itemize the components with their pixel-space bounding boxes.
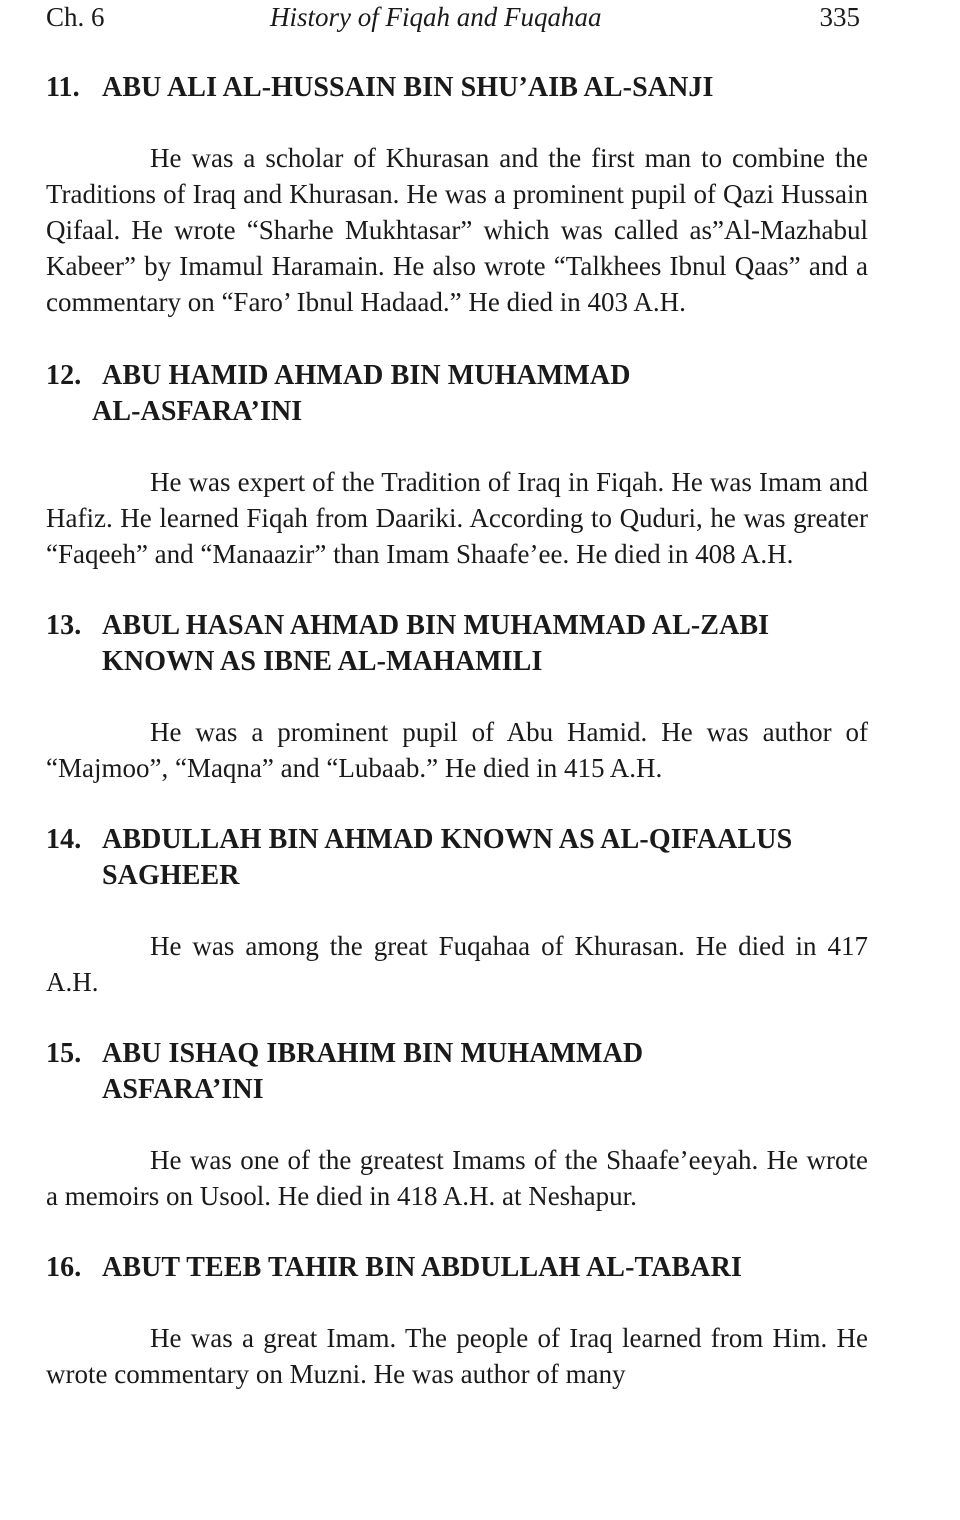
section-heading bbox=[46, 70, 868, 106]
heading-line: ASFARA’INI bbox=[102, 1074, 264, 1105]
section-number: 11. bbox=[46, 72, 80, 103]
section-number: 12. bbox=[46, 360, 82, 391]
running-head bbox=[46, 0, 868, 34]
heading-line: ABUL HASAN AHMAD BIN MUHAMMAD AL-ZABI bbox=[102, 610, 770, 641]
biography-section bbox=[46, 822, 868, 1000]
biography-section bbox=[46, 608, 868, 786]
section-heading bbox=[46, 608, 868, 680]
heading-line: KNOWN AS IBNE AL-MAHAMILI bbox=[102, 646, 543, 677]
biography-section bbox=[46, 358, 868, 572]
heading-line: ABU ISHAQ IBRAHIM BIN MUHAMMAD bbox=[102, 1038, 644, 1069]
biography-section bbox=[46, 1250, 868, 1392]
section-paragraph: He was a prominent pupil of Abu Hamid. He was author of “Majmoo”, “Maqna” and “Lubaab.” He died in 415 A.H. bbox=[46, 717, 868, 783]
section-number: 13. bbox=[46, 610, 82, 641]
section-number: 16. bbox=[46, 1252, 82, 1283]
section-paragraph: He was one of the greatest Imams of the Shaafe’eeyah. He wrote a memoirs on Usool. He died in 418 A.H. at Neshapur. bbox=[46, 1145, 868, 1211]
heading-line: ABU ALI AL-HUSSAIN BIN SHU’AIB AL-SANJI bbox=[102, 72, 714, 103]
chapter-label: Ch. 6 bbox=[46, 2, 105, 32]
section-paragraph: He was a scholar of Khurasan and the first man to combine the Traditions of Iraq and Khurasan. He was a prominent pupil of Qazi Hussain Qifaal. He wrote “Sharhe Mukhtasar” which was called as”Al-Mazhabul Kabeer” by Imamul Haramain. He also wrote “Talkhees Ibnul Qaas” and a commentary on “Faro’ Ibnul Hadaad.” He died in 403 A.H. bbox=[46, 143, 868, 317]
section-heading bbox=[46, 1036, 868, 1108]
book-page bbox=[46, 0, 868, 1392]
section-paragraph: He was expert of the Tradition of Iraq in Fiqah. He was Imam and Hafiz. He learned Fiqah from Daariki. According to Quduri, he was greater “Faqeeh” and “Manaazir” than Imam Shaafe’ee. He died in 408 A.H. bbox=[46, 467, 868, 569]
section-paragraph: He was among the great Fuqahaa of Khurasan. He died in 417 A.H. bbox=[46, 931, 868, 997]
section-heading bbox=[46, 358, 868, 430]
biography-section bbox=[46, 70, 868, 320]
heading-line: ABU HAMID AHMAD BIN MUHAMMAD bbox=[102, 360, 631, 391]
heading-line: ABUT TEEB TAHIR BIN ABDULLAH AL-TABARI bbox=[102, 1252, 742, 1283]
heading-line: ABDULLAH BIN AHMAD KNOWN AS AL-QIFAALUS bbox=[102, 824, 793, 855]
section-paragraph: He was a great Imam. The people of Iraq learned from Him. He wrote commentary on Muzni. He was author of many bbox=[46, 1323, 868, 1389]
section-heading bbox=[46, 822, 868, 894]
biography-section bbox=[46, 1036, 868, 1214]
heading-line: SAGHEER bbox=[102, 860, 240, 891]
section-heading bbox=[46, 1250, 868, 1286]
page-number: 335 bbox=[819, 2, 860, 32]
section-number: 14. bbox=[46, 824, 82, 855]
heading-line: AL-ASFARA’INI bbox=[92, 396, 303, 427]
book-title: History of Fiqah and Fuqahaa bbox=[270, 2, 602, 32]
section-number: 15. bbox=[46, 1038, 82, 1069]
